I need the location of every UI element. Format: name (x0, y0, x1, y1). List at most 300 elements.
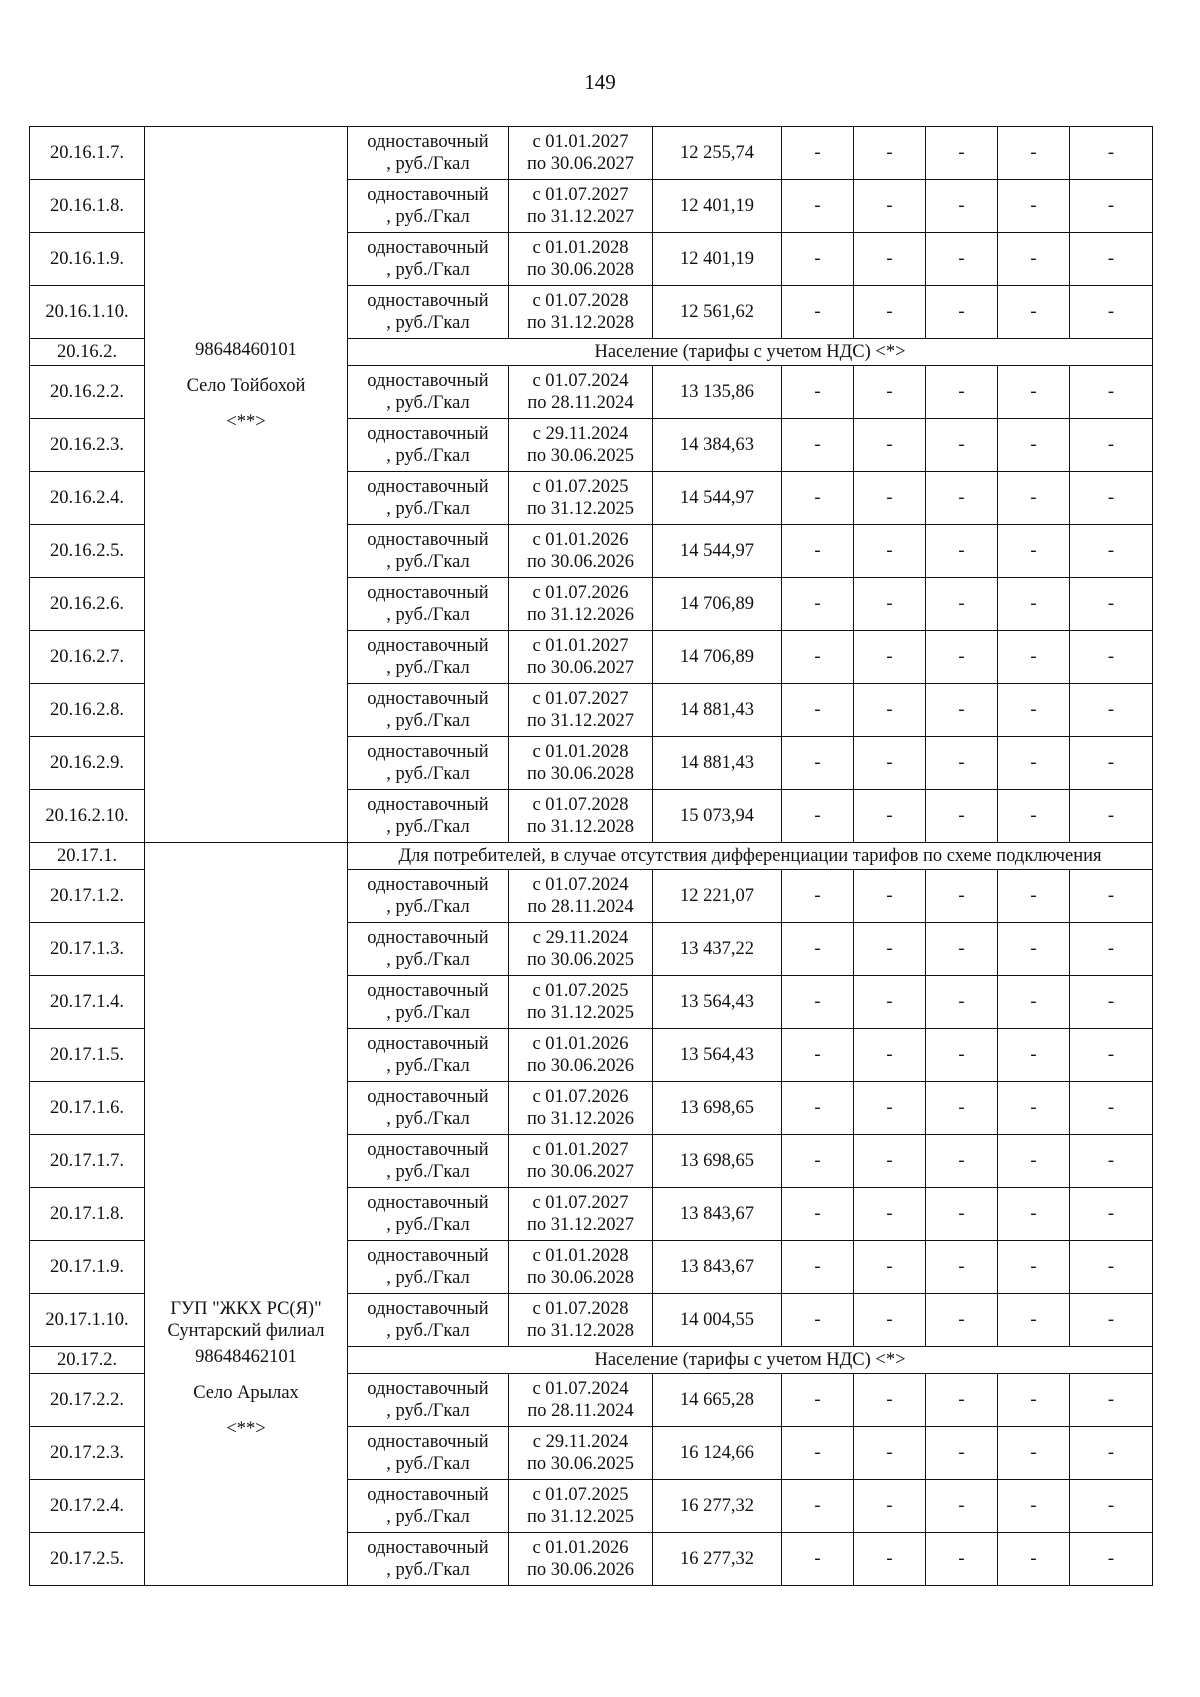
period-to: по 31.12.2028 (526, 1321, 635, 1341)
period-from: с 01.07.2025 (532, 477, 629, 497)
dash-cell: - (926, 233, 998, 286)
rate-type (348, 1294, 509, 1347)
row-number: 20.16.2.7. (30, 631, 145, 684)
period (509, 366, 653, 419)
period-from: с 01.07.2027 (532, 1193, 629, 1213)
tariff-value: 14 881,43 (653, 684, 782, 737)
dash-cell: - (998, 1294, 1070, 1347)
period (509, 870, 653, 923)
dash-cell: - (926, 127, 998, 180)
dash-cell: - (782, 127, 854, 180)
row-number: 20.16.2. (30, 339, 145, 366)
dash-cell: - (1070, 127, 1153, 180)
period-to: по 31.12.2027 (526, 711, 635, 731)
period-to: по 31.12.2028 (526, 313, 635, 333)
dash-cell: - (854, 1029, 926, 1082)
dash-cell: - (782, 1374, 854, 1427)
dash-cell: - (1070, 578, 1153, 631)
period-from: с 01.07.2024 (532, 1379, 629, 1399)
row-number: 20.17.2. (30, 1347, 145, 1374)
dash-cell: - (926, 1029, 998, 1082)
dash-cell: - (1070, 976, 1153, 1029)
row-number: 20.17.1.5. (30, 1029, 145, 1082)
dash-cell: - (998, 1188, 1070, 1241)
period (509, 790, 653, 843)
row-number: 20.17.1.9. (30, 1241, 145, 1294)
dash-cell: - (854, 127, 926, 180)
dash-cell: - (782, 1294, 854, 1347)
period (509, 684, 653, 737)
period (509, 1533, 653, 1586)
period-to: по 30.06.2028 (526, 1268, 635, 1288)
period-to: по 31.12.2025 (526, 499, 635, 519)
dash-cell: - (998, 1427, 1070, 1480)
dash-cell: - (1070, 1029, 1153, 1082)
row-number: 20.17.1.6. (30, 1082, 145, 1135)
rate-type-text: одноставочный , руб./Гкал (367, 636, 489, 678)
period-from: с 01.01.2028 (532, 1246, 629, 1266)
dash-cell: - (926, 923, 998, 976)
rate-type (348, 737, 509, 790)
rate-type (348, 1480, 509, 1533)
organization-line: Село Арылах (193, 1383, 299, 1403)
period (509, 1374, 653, 1427)
dash-cell: - (782, 525, 854, 578)
dash-cell: - (926, 976, 998, 1029)
period (509, 286, 653, 339)
tariff-value: 15 073,94 (653, 790, 782, 843)
dash-cell: - (1070, 366, 1153, 419)
dash-cell: - (998, 737, 1070, 790)
dash-cell: - (1070, 1480, 1153, 1533)
dash-cell: - (926, 525, 998, 578)
period-from: с 01.01.2028 (532, 742, 629, 762)
tariff-table (29, 126, 1153, 1586)
dash-cell: - (782, 870, 854, 923)
period-from: с 29.11.2024 (532, 1432, 629, 1452)
period-to: по 30.06.2026 (526, 1056, 635, 1076)
rate-type (348, 1241, 509, 1294)
dash-cell: - (782, 737, 854, 790)
dash-cell: - (854, 525, 926, 578)
period-from: с 01.01.2026 (532, 530, 629, 550)
period-to: по 30.06.2027 (526, 154, 635, 174)
period-to: по 30.06.2025 (526, 1454, 635, 1474)
period-from: с 01.01.2028 (532, 238, 629, 258)
dash-cell: - (998, 976, 1070, 1029)
rate-type-text: одноставочный , руб./Гкал (367, 795, 489, 837)
dash-cell: - (998, 1533, 1070, 1586)
period-from: с 29.11.2024 (532, 424, 629, 444)
period (509, 631, 653, 684)
dash-cell: - (926, 1427, 998, 1480)
rate-type-text: одноставочный , руб./Гкал (367, 1246, 489, 1288)
dash-cell: - (854, 684, 926, 737)
dash-cell: - (1070, 1135, 1153, 1188)
dash-cell: - (854, 1427, 926, 1480)
rate-type-text: одноставочный , руб./Гкал (367, 1034, 489, 1076)
rate-type-text: одноставочный , руб./Гкал (367, 185, 489, 227)
period (509, 1188, 653, 1241)
dash-cell: - (854, 366, 926, 419)
dash-cell: - (1070, 1374, 1153, 1427)
dash-cell: - (782, 419, 854, 472)
dash-cell: - (782, 233, 854, 286)
period-to: по 28.11.2024 (527, 897, 634, 917)
period (509, 1480, 653, 1533)
dash-cell: - (998, 180, 1070, 233)
tariff-value: 14 004,55 (653, 1294, 782, 1347)
dash-cell: - (1070, 472, 1153, 525)
rate-type (348, 790, 509, 843)
dash-cell: - (926, 684, 998, 737)
dash-cell: - (1070, 1427, 1153, 1480)
rate-type-text: одноставочный , руб./Гкал (367, 1140, 489, 1182)
row-number: 20.17.2.3. (30, 1427, 145, 1480)
rate-type-text: одноставочный , руб./Гкал (367, 928, 489, 970)
dash-cell: - (782, 1241, 854, 1294)
period (509, 127, 653, 180)
dash-cell: - (926, 1294, 998, 1347)
tariff-value: 13 698,65 (653, 1135, 782, 1188)
dash-cell: - (1070, 419, 1153, 472)
organization-line: <**> (226, 1419, 266, 1439)
period-to: по 30.06.2025 (526, 446, 635, 466)
dash-cell: - (854, 419, 926, 472)
row-number: 20.16.2.3. (30, 419, 145, 472)
dash-cell: - (1070, 790, 1153, 843)
rate-type (348, 525, 509, 578)
period-to: по 31.12.2026 (526, 1109, 635, 1129)
rate-type (348, 1374, 509, 1427)
period (509, 233, 653, 286)
dash-cell: - (854, 472, 926, 525)
dash-cell: - (854, 1241, 926, 1294)
period-from: с 01.07.2024 (532, 875, 629, 895)
tariff-value: 14 384,63 (653, 419, 782, 472)
dash-cell: - (998, 1029, 1070, 1082)
dash-cell: - (854, 578, 926, 631)
organization-cell (145, 843, 348, 1586)
row-number: 20.17.2.4. (30, 1480, 145, 1533)
row-number: 20.16.2.10. (30, 790, 145, 843)
dash-cell: - (998, 419, 1070, 472)
organization-line: 98648460101 (195, 340, 297, 360)
dash-cell: - (998, 923, 1070, 976)
rate-type (348, 578, 509, 631)
rate-type-text: одноставочный , руб./Гкал (367, 1538, 489, 1580)
row-number: 20.16.1.10. (30, 286, 145, 339)
organization-line: 98648462101 (195, 1347, 297, 1367)
dash-cell: - (854, 233, 926, 286)
row-number: 20.16.2.9. (30, 737, 145, 790)
rate-type (348, 472, 509, 525)
dash-cell: - (782, 1427, 854, 1480)
table-body (30, 127, 1153, 1586)
dash-cell: - (782, 631, 854, 684)
rate-type-text: одноставочный , руб./Гкал (367, 875, 489, 917)
organization-info (145, 843, 347, 1584)
tariff-value: 14 544,97 (653, 525, 782, 578)
tariff-value: 13 437,22 (653, 923, 782, 976)
rate-type (348, 1029, 509, 1082)
row-number: 20.16.2.2. (30, 366, 145, 419)
dash-cell: - (1070, 525, 1153, 578)
rate-type-text: одноставочный , руб./Гкал (367, 1299, 489, 1341)
period-from: с 01.01.2026 (532, 1034, 629, 1054)
rate-type (348, 1082, 509, 1135)
tariff-value: 13 564,43 (653, 1029, 782, 1082)
tariff-value: 13 564,43 (653, 976, 782, 1029)
rate-type (348, 1533, 509, 1586)
period-from: с 01.07.2025 (532, 981, 629, 1001)
dash-cell: - (782, 1480, 854, 1533)
row-number: 20.16.2.8. (30, 684, 145, 737)
row-number: 20.16.2.6. (30, 578, 145, 631)
period (509, 472, 653, 525)
tariff-value: 13 843,67 (653, 1188, 782, 1241)
row-number: 20.17.1. (30, 843, 145, 870)
dash-cell: - (926, 1533, 998, 1586)
rate-type (348, 684, 509, 737)
organization-lines (145, 1296, 347, 1442)
dash-cell: - (1070, 180, 1153, 233)
period-to: по 30.06.2028 (526, 260, 635, 280)
rate-type (348, 976, 509, 1029)
dash-cell: - (926, 1188, 998, 1241)
period-to: по 30.06.2026 (526, 1560, 635, 1580)
dash-cell: - (1070, 631, 1153, 684)
rate-type (348, 923, 509, 976)
dash-cell: - (998, 631, 1070, 684)
period-from: с 01.01.2026 (532, 1538, 629, 1558)
dash-cell: - (782, 366, 854, 419)
period-from: с 01.07.2025 (532, 1485, 629, 1505)
period-to: по 31.12.2027 (526, 1215, 635, 1235)
period-from: с 01.07.2024 (532, 371, 629, 391)
dash-cell: - (782, 1188, 854, 1241)
period-from: с 01.07.2028 (532, 1299, 629, 1319)
tariff-value: 14 881,43 (653, 737, 782, 790)
rate-type (348, 419, 509, 472)
rate-type-text: одноставочный , руб./Гкал (367, 583, 489, 625)
rate-type-text: одноставочный , руб./Гкал (367, 742, 489, 784)
tariff-value: 13 698,65 (653, 1082, 782, 1135)
dash-cell: - (1070, 233, 1153, 286)
rate-type-text: одноставочный , руб./Гкал (367, 477, 489, 519)
period (509, 180, 653, 233)
dash-cell: - (1070, 1294, 1153, 1347)
period-from: с 01.07.2027 (532, 689, 629, 709)
period-to: по 31.12.2025 (526, 1003, 635, 1023)
period-to: по 28.11.2024 (527, 393, 634, 413)
period-to: по 30.06.2027 (526, 658, 635, 678)
tariff-value: 16 277,32 (653, 1480, 782, 1533)
table-row (30, 127, 1153, 180)
period-to: по 31.12.2026 (526, 605, 635, 625)
dash-cell: - (926, 1135, 998, 1188)
dash-cell: - (926, 870, 998, 923)
rate-type-text: одноставочный , руб./Гкал (367, 1193, 489, 1235)
section-title: Население (тарифы с учетом НДС) <*> (348, 339, 1153, 366)
dash-cell: - (782, 1029, 854, 1082)
period-from: с 01.07.2027 (532, 185, 629, 205)
dash-cell: - (926, 1374, 998, 1427)
period-from: с 01.07.2026 (532, 1087, 629, 1107)
dash-cell: - (854, 923, 926, 976)
rate-type (348, 1135, 509, 1188)
dash-cell: - (854, 1533, 926, 1586)
dash-cell: - (1070, 1241, 1153, 1294)
rate-type (348, 1427, 509, 1480)
rate-type-text: одноставочный , руб./Гкал (367, 689, 489, 731)
organization-line: Село Тойбохой (186, 376, 306, 396)
period-from: с 01.07.2026 (532, 583, 629, 603)
dash-cell: - (854, 1135, 926, 1188)
row-number: 20.17.2.5. (30, 1533, 145, 1586)
dash-cell: - (854, 870, 926, 923)
dash-cell: - (998, 525, 1070, 578)
period-to: по 30.06.2026 (526, 552, 635, 572)
organization-line: ГУП "ЖКХ РС(Я)" (170, 1299, 322, 1319)
period (509, 923, 653, 976)
dash-cell: - (1070, 684, 1153, 737)
period-to: по 31.12.2025 (526, 1507, 635, 1527)
dash-cell: - (926, 419, 998, 472)
rate-type (348, 286, 509, 339)
rate-type-text: одноставочный , руб./Гкал (367, 981, 489, 1023)
dash-cell: - (854, 790, 926, 843)
period (509, 1029, 653, 1082)
rate-type (348, 1188, 509, 1241)
period (509, 976, 653, 1029)
dash-cell: - (854, 1082, 926, 1135)
dash-cell: - (782, 1082, 854, 1135)
period (509, 1294, 653, 1347)
dash-cell: - (926, 578, 998, 631)
organization-info (145, 127, 347, 841)
rate-type (348, 366, 509, 419)
tariff-value: 16 277,32 (653, 1533, 782, 1586)
dash-cell: - (926, 472, 998, 525)
dash-cell: - (998, 790, 1070, 843)
dash-cell: - (782, 578, 854, 631)
dash-cell: - (1070, 870, 1153, 923)
dash-cell: - (1070, 737, 1153, 790)
rate-type-text: одноставочный , руб./Гкал (367, 1485, 489, 1527)
rate-type-text: одноставочный , руб./Гкал (367, 1432, 489, 1474)
dash-cell: - (782, 1533, 854, 1586)
dash-cell: - (926, 180, 998, 233)
row-number: 20.17.1.4. (30, 976, 145, 1029)
dash-cell: - (854, 1374, 926, 1427)
row-number: 20.17.1.8. (30, 1188, 145, 1241)
dash-cell: - (1070, 1188, 1153, 1241)
dash-cell: - (854, 180, 926, 233)
dash-cell: - (926, 737, 998, 790)
period-to: по 28.11.2024 (527, 1401, 634, 1421)
tariff-value: 12 561,62 (653, 286, 782, 339)
tariff-value: 14 665,28 (653, 1374, 782, 1427)
period-to: по 30.06.2028 (526, 764, 635, 784)
organization-lines (145, 337, 347, 435)
period (509, 737, 653, 790)
tariff-value: 13 843,67 (653, 1241, 782, 1294)
rate-type-text: одноставочный , руб./Гкал (367, 424, 489, 466)
dash-cell: - (998, 1135, 1070, 1188)
period (509, 1135, 653, 1188)
dash-cell: - (926, 1082, 998, 1135)
dash-cell: - (998, 472, 1070, 525)
dash-cell: - (854, 1480, 926, 1533)
row-number: 20.16.1.7. (30, 127, 145, 180)
dash-cell: - (926, 631, 998, 684)
period-to: по 30.06.2027 (526, 1162, 635, 1182)
dash-cell: - (782, 472, 854, 525)
period-from: с 01.07.2028 (532, 291, 629, 311)
period (509, 1082, 653, 1135)
row-number: 20.17.1.3. (30, 923, 145, 976)
period-to: по 31.12.2028 (526, 817, 635, 837)
dash-cell: - (998, 233, 1070, 286)
period-to: по 30.06.2025 (526, 950, 635, 970)
dash-cell: - (998, 127, 1070, 180)
dash-cell: - (998, 366, 1070, 419)
dash-cell: - (854, 631, 926, 684)
dash-cell: - (926, 366, 998, 419)
rate-type-text: одноставочный , руб./Гкал (367, 1087, 489, 1129)
dash-cell: - (1070, 923, 1153, 976)
dash-cell: - (782, 923, 854, 976)
dash-cell: - (998, 684, 1070, 737)
row-number: 20.16.1.9. (30, 233, 145, 286)
row-number: 20.17.2.2. (30, 1374, 145, 1427)
period (509, 1427, 653, 1480)
dash-cell: - (782, 286, 854, 339)
dash-cell: - (782, 976, 854, 1029)
tariff-value: 12 401,19 (653, 233, 782, 286)
row-number: 20.17.1.2. (30, 870, 145, 923)
rate-type (348, 870, 509, 923)
dash-cell: - (782, 790, 854, 843)
organization-cell (145, 127, 348, 843)
dash-cell: - (998, 1082, 1070, 1135)
dash-cell: - (998, 1480, 1070, 1533)
row-number: 20.17.1.7. (30, 1135, 145, 1188)
dash-cell: - (782, 180, 854, 233)
rate-type-text: одноставочный , руб./Гкал (367, 132, 489, 174)
dash-cell: - (1070, 1533, 1153, 1586)
dash-cell: - (998, 578, 1070, 631)
dash-cell: - (854, 1188, 926, 1241)
section-title: Для потребителей, в случае отсутствия дифференциации тарифов по схеме подключения (348, 843, 1153, 870)
period-from: с 01.01.2027 (532, 1140, 629, 1160)
dash-cell: - (998, 286, 1070, 339)
dash-cell: - (998, 870, 1070, 923)
tariff-value: 16 124,66 (653, 1427, 782, 1480)
organization-line: Сунтарский филиал (167, 1321, 325, 1341)
period (509, 525, 653, 578)
period (509, 419, 653, 472)
dash-cell: - (854, 1294, 926, 1347)
rate-type-text: одноставочный , руб./Гкал (367, 530, 489, 572)
rate-type-text: одноставочный , руб./Гкал (367, 371, 489, 413)
period-from: с 29.11.2024 (532, 928, 629, 948)
dash-cell: - (782, 684, 854, 737)
period-from: с 01.01.2027 (532, 636, 629, 656)
rate-type (348, 180, 509, 233)
rate-type-text: одноставочный , руб./Гкал (367, 291, 489, 333)
